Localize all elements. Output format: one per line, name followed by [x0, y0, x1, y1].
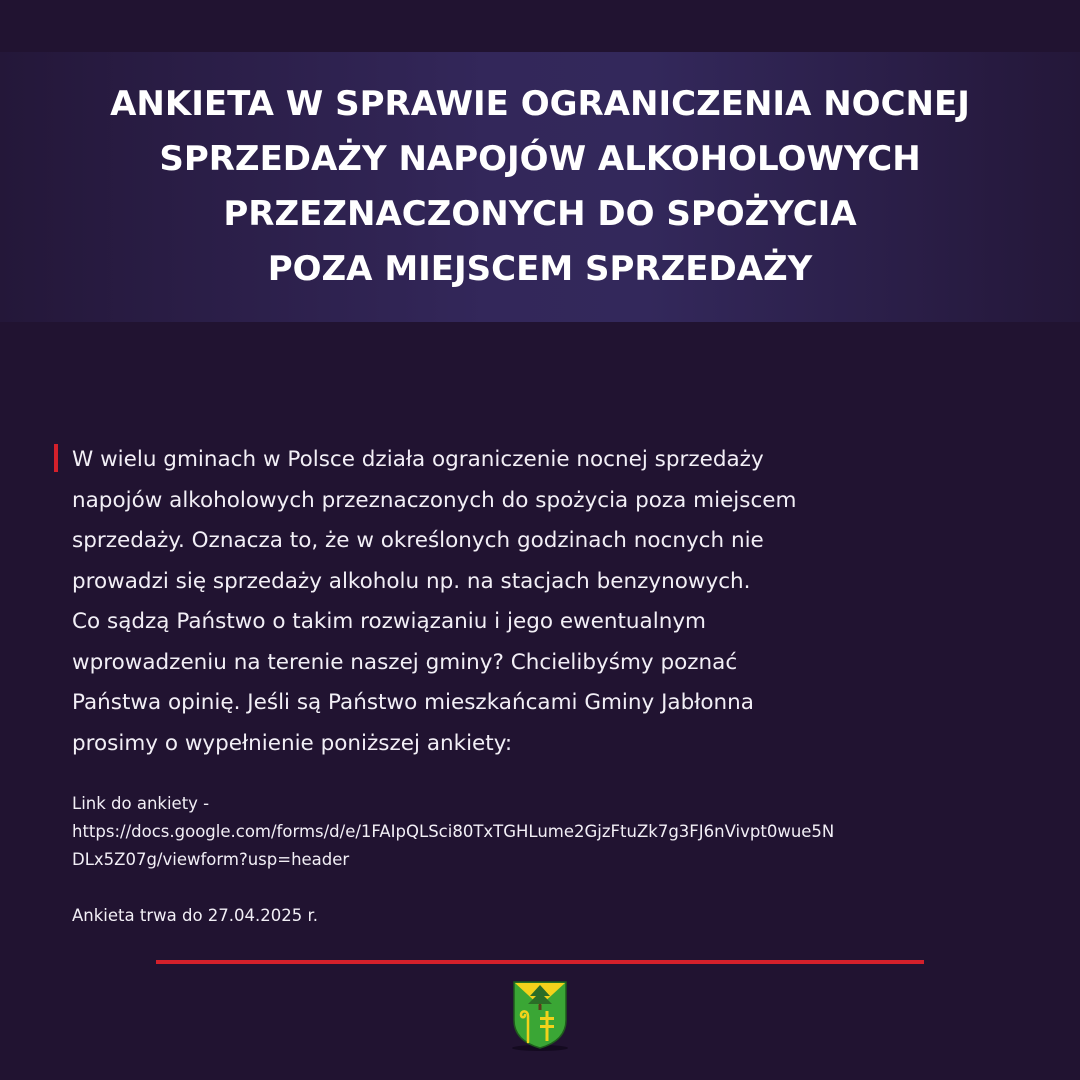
survey-deadline: Ankieta trwa do 27.04.2025 r.	[72, 906, 319, 925]
divider	[156, 960, 924, 964]
intro-line: sprzedaży. Oznacza to, że w określonych godzinach nocnych nie	[72, 528, 764, 553]
intro-line: Co sądzą Państwo o takim rozwiązaniu i jego ewentualnym	[72, 609, 706, 634]
intro-paragraph	[72, 440, 1032, 764]
cross-bar-bottom	[540, 1025, 554, 1028]
intro-line: napojów alkoholowych przeznaczonych do spożycia poza miejscem	[72, 487, 797, 513]
title-line: POZA MIEJSCEM SPRZEDAŻY	[267, 249, 813, 289]
intro-line: prosimy o wypełnienie poniższej ankiety:	[72, 730, 513, 756]
survey-link-label: Link do ankiety -	[72, 794, 210, 813]
paragraph-accent-bar	[54, 444, 58, 472]
header-band	[0, 52, 1080, 322]
title-line: ANKIETA W SPRAWIE OGRANICZENIA NOCNEJ	[110, 84, 970, 124]
title-line: PRZEZNACZONYCH DO SPOŻYCIA	[223, 194, 857, 234]
title-line: SPRZEDAŻY NAPOJÓW ALKOHOLOWYCH	[159, 139, 921, 179]
page-title	[40, 77, 1040, 297]
tree-trunk	[539, 1004, 542, 1010]
coat-of-arms-icon	[510, 980, 570, 1052]
survey-link-url[interactable]: https://docs.google.com/forms/d/e/1FAIpQLSci80TxTGHLume2GjzFtuZk7g3FJ6nVivpt0wue5N	[72, 822, 835, 841]
intro-line: W wielu gminach w Polsce działa ograniczenie nocnej sprzedaży	[72, 447, 764, 472]
intro-line: Państwa opinię. Jeśli są Państwo mieszkańcami Gminy Jabłonna	[72, 690, 754, 715]
cross-bar-top	[540, 1017, 554, 1020]
survey-link-block	[72, 790, 1022, 874]
intro-line: prowadzi się sprzedaży alkoholu np. na stacjach benzynowych.	[72, 568, 751, 594]
survey-link-url[interactable]: DLx5Z07g/viewform?usp=header	[72, 850, 350, 869]
intro-line: wprowadzeniu na terenie naszej gminy? Chcielibyśmy poznać	[72, 649, 738, 675]
